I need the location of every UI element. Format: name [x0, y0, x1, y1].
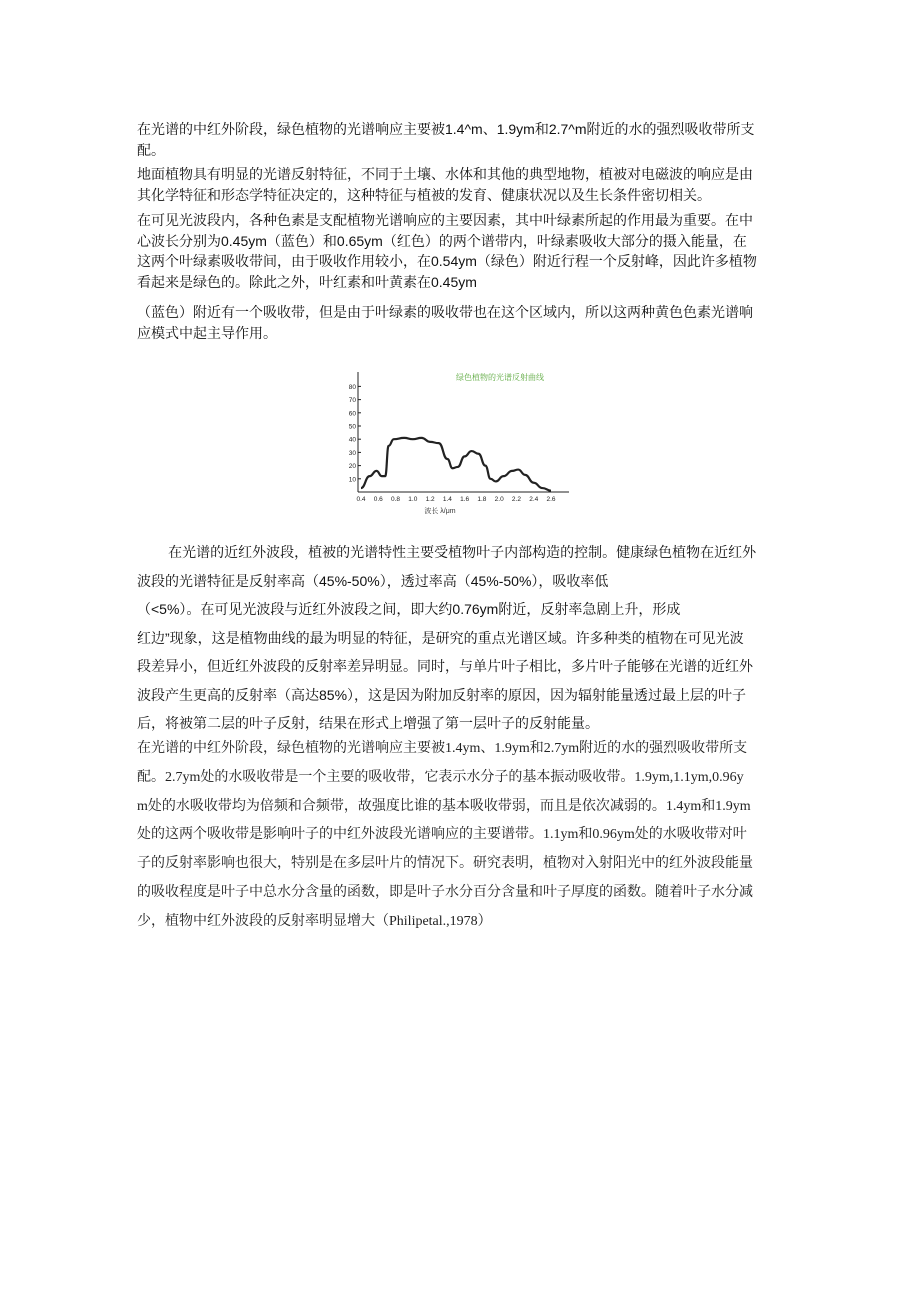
x-tick-label: 1.6 — [460, 496, 470, 503]
text-line: 这两个叶绿素吸收带间，由于吸收作用较小，在0.54ym（绿色）附近行程一个反射峰，因此许多植物 — [137, 253, 757, 269]
text-line: 波段的光谱特征是反射率高（45%-50%），透过率高（45%-50%），吸收率低 — [137, 572, 609, 589]
chart-title: 绿色植物的光谱反射曲线 — [456, 373, 544, 382]
reflectance-chart — [340, 360, 580, 520]
paragraph-mid-ir-water — [137, 735, 753, 937]
reflectance-curve — [361, 438, 551, 491]
y-tick-label: 50 — [348, 423, 356, 431]
x-tick-label: 1.0 — [408, 496, 418, 503]
text-line: 处的这两个吸收带是影响叶子的中红外波段光谱响应的主要谱带。1.1ym和0.96ym处的水吸收带对叶 — [137, 827, 747, 843]
x-tick-label: 2.0 — [494, 496, 504, 503]
text-line: 波段产生更高的反射率（高达85%），这是因为附加反射率的原因，因为辐射能量透过最上层的叶子 — [137, 686, 747, 703]
y-tick-label: 80 — [348, 383, 356, 391]
paragraph-mid-ir-intro — [137, 119, 755, 160]
x-tick-label: 0.4 — [356, 496, 366, 503]
y-tick-label: 30 — [348, 449, 356, 457]
x-tick-label: 1.2 — [425, 496, 435, 503]
paragraph-blue-absorption — [137, 302, 753, 343]
x-tick-label: 2.4 — [529, 496, 539, 503]
text-line: 后，将被第二层的叶子反射，结果在形式上增强了第一层叶子的反射能量。 — [137, 715, 599, 731]
text-line: 看起来是绿色的。除此之外，叶红素和叶黄素在0.45ym — [137, 273, 477, 290]
text-line: 配。2.7ym处的水吸收带是一个主要的吸收带，它表示水分子的基本振动吸收带。1.9ym,1.1ym,0.96y — [137, 769, 744, 785]
paragraph-near-ir — [137, 538, 756, 738]
text-line: 红边”现象，这是植物曲线的最为明显的特征，是研究的重点光谱区域。许多种类的植物在可见光波 — [137, 629, 744, 646]
x-tick-label: 2.2 — [511, 496, 521, 503]
x-axis-label: 波长 λ/μm — [424, 508, 456, 515]
text-line: 子的反射率影响也很大，特别是在多层叶片的情况下。研究表明，植物对入射阳光中的红外波段能量 — [137, 856, 753, 872]
text-line: 应模式中起主导作用。 — [137, 324, 277, 341]
text-line: 在可见光波段内，各种色素是支配植物光谱响应的主要因素，其中叶绿素所起的作用最为重要。在中 — [137, 212, 753, 228]
text-line: 心波长分别为0.45ym（蓝色）和0.65ym（红色）的两个谱带内，叶绿素吸收大部分的摄入能量，在 — [137, 232, 747, 249]
y-tick-label: 60 — [348, 410, 356, 418]
text-line: 在光谱的中红外阶段，绿色植物的光谱响应主要被1.4ym、1.9ym和2.7ym附近的水的强烈吸收带所支 — [137, 741, 748, 756]
text-line: 在光谱的中红外阶段，绿色植物的光谱响应主要被1.4^m、1.9ym和2.7^m附近的水的强烈吸收带所支 — [137, 121, 755, 137]
text-line: 其化学特征和形态学特征决定的，这种特征与植被的发育、健康状况以及生长条件密切相关。 — [137, 186, 711, 203]
paragraph-spectral-features — [137, 164, 753, 205]
paragraph-visible-band — [137, 210, 757, 292]
y-tick-label: 10 — [348, 476, 356, 484]
text-line: 地面植物具有明显的光谱反射特征，不同于土壤、水体和其他的典型地物，植被对电磁波的响应是由 — [137, 166, 753, 182]
y-tick-label: 40 — [348, 436, 356, 444]
text-line: （<5%）。在可见光波段与近红外波段之间，即大约0.76ym附近，反射率急剧上升，形成 — [137, 601, 681, 617]
y-tick-label: 20 — [348, 463, 356, 471]
text-line: 配。 — [137, 141, 165, 158]
x-tick-label: 0.8 — [391, 496, 401, 503]
text-line: m处的水吸收带均为倍频和合频带，故强度比谁的基本吸收带弱，而且是依次减弱的。1.4ym和1.9ym — [137, 798, 751, 814]
x-tick-label: 2.6 — [546, 496, 556, 503]
x-tick-label: 0.6 — [373, 496, 383, 503]
x-tick-label: 1.8 — [477, 496, 487, 503]
x-tick-label: 1.4 — [442, 496, 452, 503]
text-line: （蓝色）附近有一个吸收带，但是由于叶绿素的吸收带也在这个区域内，所以这两种黄色色素光谱响 — [137, 304, 753, 320]
text-line: 少，植物中红外波段的反射率明显增大（Philipetal.,1978） — [137, 913, 492, 929]
text-line: 段差异小，但近红外波段的反射率差异明显。同时，与单片叶子相比，多片叶子能够在光谱的近红外 — [137, 658, 753, 674]
text-line: 在光谱的近红外波段，植被的光谱特性主要受植物叶子内部构造的控制。健康绿色植物在近红外 — [137, 544, 757, 560]
y-tick-label: 70 — [348, 397, 356, 405]
text-line: 的吸收程度是叶子中总水分含量的函数，即是叶子水分百分含量和叶子厚度的函数。随着叶子水分减 — [137, 884, 753, 900]
